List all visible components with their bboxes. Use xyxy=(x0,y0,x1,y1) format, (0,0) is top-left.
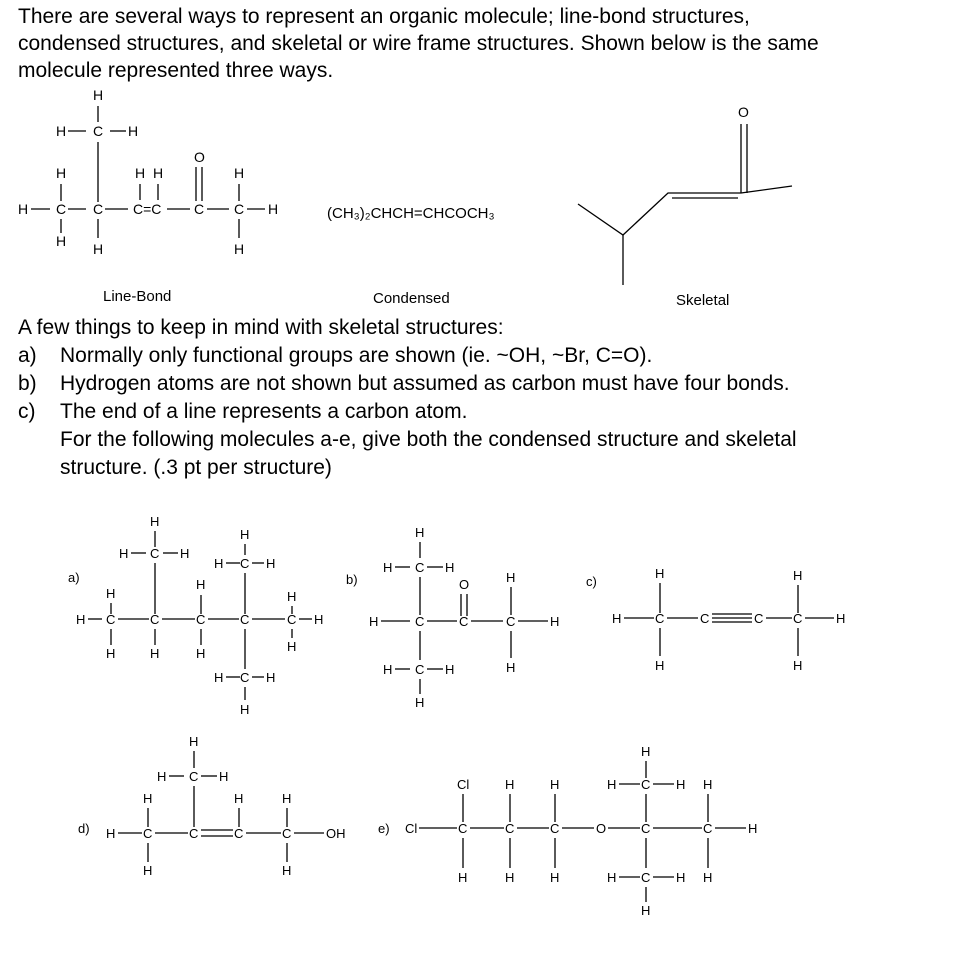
svg-text:H: H xyxy=(550,777,560,792)
instruction-line-2: structure. (.3 pt per structure) xyxy=(60,456,332,479)
svg-text:O: O xyxy=(194,149,205,165)
svg-text:C: C xyxy=(143,826,153,841)
svg-text:C: C xyxy=(234,201,245,217)
svg-text:H: H xyxy=(612,611,622,626)
svg-text:H: H xyxy=(506,660,516,675)
svg-text:H: H xyxy=(505,870,515,885)
svg-text:H: H xyxy=(106,826,116,841)
note-marker: c) xyxy=(18,400,36,423)
svg-text:H: H xyxy=(383,662,393,677)
notes-heading: A few things to keep in mind with skeletal structures: xyxy=(18,316,504,339)
svg-text:C: C xyxy=(194,201,205,217)
instruction-line-1: For the following molecules a-e, give both the condensed structure and skeletal xyxy=(60,428,797,451)
svg-text:H: H xyxy=(214,556,224,571)
svg-text:C: C xyxy=(415,662,425,677)
svg-text:H: H xyxy=(445,560,455,575)
note-marker: a) xyxy=(18,344,37,367)
svg-text:H: H xyxy=(445,662,455,677)
svg-text:H: H xyxy=(266,556,276,571)
label-c: c) xyxy=(586,574,597,589)
svg-text:C: C xyxy=(641,777,651,792)
svg-text:C: C xyxy=(189,769,199,784)
note-text: Normally only functional groups are shown (ie. ~OH, ~Br, C=O). xyxy=(60,344,653,367)
svg-text:H: H xyxy=(676,777,686,792)
svg-text:C: C xyxy=(641,821,651,836)
molecule-a xyxy=(68,514,323,717)
svg-text:H: H xyxy=(234,165,245,181)
svg-text:C: C xyxy=(189,826,199,841)
svg-text:H: H xyxy=(287,639,297,654)
svg-text:C: C xyxy=(56,201,67,217)
label-b: b) xyxy=(346,572,358,587)
svg-text:H: H xyxy=(607,870,617,885)
svg-text:H: H xyxy=(415,695,425,710)
svg-text:H: H xyxy=(150,514,160,529)
example-line-bond-structure xyxy=(18,87,278,257)
svg-text:H: H xyxy=(550,614,560,629)
svg-text:C: C xyxy=(703,821,713,836)
svg-text:C: C xyxy=(150,612,160,627)
example-condensed-formula: (CH₃)₂CHCH=CHCOCH₃ xyxy=(327,205,495,222)
svg-text:H: H xyxy=(655,566,665,581)
svg-text:H: H xyxy=(180,546,190,561)
svg-text:H: H xyxy=(153,165,164,181)
intro-line-1: There are several ways to represent an organic molecule; line-bond structures, xyxy=(18,5,750,28)
svg-text:H: H xyxy=(282,863,292,878)
svg-text:C: C xyxy=(655,611,665,626)
label-a: a) xyxy=(68,570,80,585)
svg-text:H: H xyxy=(150,646,160,661)
svg-text:C: C xyxy=(458,821,468,836)
svg-text:C: C xyxy=(793,611,803,626)
svg-text:C: C xyxy=(459,614,469,629)
svg-text:OH: OH xyxy=(326,826,346,841)
svg-text:C: C xyxy=(754,611,764,626)
svg-text:H: H xyxy=(641,903,651,918)
svg-text:H: H xyxy=(214,670,224,685)
molecule-d xyxy=(78,734,346,878)
svg-text:H: H xyxy=(196,577,206,592)
svg-text:H: H xyxy=(128,123,139,139)
svg-text:H: H xyxy=(196,646,206,661)
svg-text:C: C xyxy=(106,612,116,627)
svg-text:O: O xyxy=(738,104,749,120)
svg-text:H: H xyxy=(383,560,393,575)
svg-text:C: C xyxy=(240,556,250,571)
svg-text:H: H xyxy=(748,821,758,836)
svg-text:H: H xyxy=(506,570,516,585)
svg-text:H: H xyxy=(287,589,297,604)
caption-condensed: Condensed xyxy=(373,290,450,307)
svg-text:C: C xyxy=(550,821,560,836)
svg-text:H: H xyxy=(641,744,651,759)
label-d: d) xyxy=(78,821,90,836)
svg-text:H: H xyxy=(93,241,104,257)
svg-text:H: H xyxy=(266,670,276,685)
svg-text:H: H xyxy=(655,658,665,673)
svg-text:H: H xyxy=(793,658,803,673)
svg-text:H: H xyxy=(56,233,67,249)
label-e: e) xyxy=(378,821,390,836)
svg-text:H: H xyxy=(458,870,468,885)
svg-text:H: H xyxy=(56,123,67,139)
svg-text:H: H xyxy=(836,611,846,626)
svg-text:Cl: Cl xyxy=(405,821,418,836)
svg-text:Cl: Cl xyxy=(457,777,470,792)
svg-text:C: C xyxy=(505,821,515,836)
svg-text:H: H xyxy=(703,777,713,792)
caption-skeletal: Skeletal xyxy=(676,292,730,309)
svg-text:H: H xyxy=(505,777,515,792)
svg-text:H: H xyxy=(119,546,129,561)
svg-text:C: C xyxy=(641,870,651,885)
svg-text:H: H xyxy=(793,568,803,583)
svg-text:C: C xyxy=(287,612,297,627)
svg-text:C: C xyxy=(93,201,104,217)
svg-text:H: H xyxy=(234,791,244,806)
svg-text:H: H xyxy=(268,201,279,217)
svg-text:H: H xyxy=(282,791,292,806)
example-skeletal-structure xyxy=(578,104,792,285)
svg-text:H: H xyxy=(143,863,153,878)
svg-text:H: H xyxy=(106,646,116,661)
svg-text:H: H xyxy=(93,87,104,103)
svg-text:C: C xyxy=(506,614,516,629)
note-text: Hydrogen atoms are not shown but assumed as carbon must have four bonds. xyxy=(60,372,790,395)
caption-line-bond: Line-Bond xyxy=(103,288,172,305)
svg-text:H: H xyxy=(240,702,250,717)
molecule-c xyxy=(586,566,845,673)
svg-text:O: O xyxy=(596,821,607,836)
note-text: The end of a line represents a carbon atom. xyxy=(60,400,468,423)
svg-text:H: H xyxy=(234,241,245,257)
svg-text:H: H xyxy=(703,870,713,885)
svg-text:C: C xyxy=(234,826,244,841)
svg-text:H: H xyxy=(240,527,250,542)
svg-text:H: H xyxy=(369,614,379,629)
svg-text:C: C xyxy=(282,826,292,841)
svg-text:H: H xyxy=(550,870,560,885)
svg-text:H: H xyxy=(76,612,86,627)
svg-text:H: H xyxy=(676,870,686,885)
molecule-e xyxy=(378,744,757,918)
svg-text:H: H xyxy=(106,586,116,601)
svg-text:H: H xyxy=(219,769,229,784)
svg-text:C: C xyxy=(700,611,710,626)
svg-text:H: H xyxy=(135,165,146,181)
note-marker: b) xyxy=(18,372,37,395)
svg-text:H: H xyxy=(157,769,167,784)
svg-text:C: C xyxy=(415,614,425,629)
svg-text:H: H xyxy=(18,201,29,217)
svg-text:C: C xyxy=(150,546,160,561)
svg-text:H: H xyxy=(314,612,324,627)
intro-line-2: condensed structures, and skeletal or wire frame structures. Shown below is the same xyxy=(18,32,819,55)
svg-text:H: H xyxy=(607,777,617,792)
svg-text:C: C xyxy=(240,612,250,627)
intro-line-3: molecule represented three ways. xyxy=(18,59,334,82)
svg-text:C: C xyxy=(415,560,425,575)
svg-text:C=C: C=C xyxy=(133,201,162,217)
svg-text:C: C xyxy=(196,612,206,627)
svg-text:C: C xyxy=(240,670,250,685)
molecule-b xyxy=(346,525,559,710)
svg-text:H: H xyxy=(189,734,199,749)
svg-text:H: H xyxy=(56,165,67,181)
svg-text:H: H xyxy=(143,791,153,806)
svg-text:C: C xyxy=(93,123,104,139)
svg-text:H: H xyxy=(415,525,425,540)
svg-text:O: O xyxy=(459,577,470,592)
